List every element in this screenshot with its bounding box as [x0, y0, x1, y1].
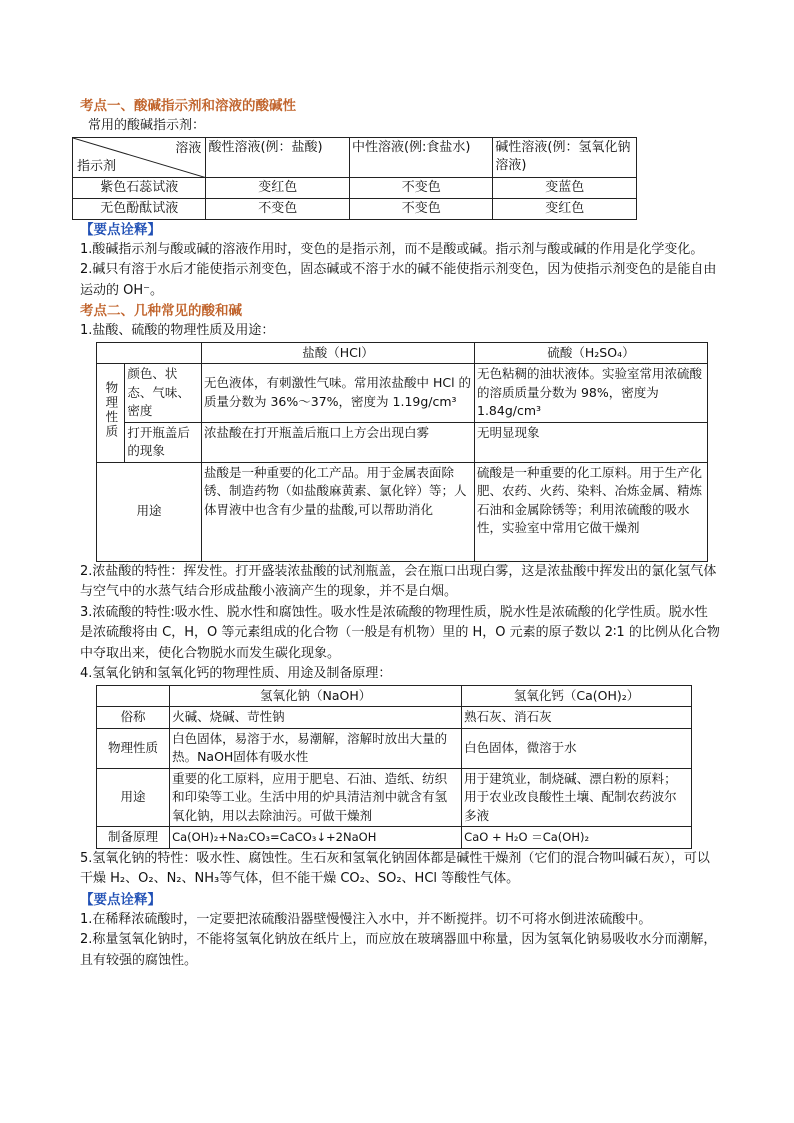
key-points-label-1: 【要点诠释】	[80, 221, 161, 238]
physical-property-group: 物理性质	[97, 364, 125, 463]
indicator-table	[72, 137, 637, 220]
header-base: 碱性溶液(例：氢氧化钠溶液)	[493, 137, 637, 177]
row-label: 制备原理	[97, 827, 170, 849]
indicator-name: 紫色石蕊试液	[73, 177, 206, 198]
table-row	[97, 728, 692, 768]
hcl-uses: 盐酸是一种重要的化工产品。用于金属表面除锈、制造药物（如盐酸麻黄素、氯化锌）等；人体胃液中也含有少量的盐酸,可以帮助消化	[202, 462, 475, 561]
table-row	[73, 177, 637, 198]
hcl-appearance: 无色液体，有刺激性气味。常用浓盐酸中 HCl 的质量分数为 36%～37%，密度为 1.19g/cm³	[202, 364, 475, 423]
page-content	[77, 96, 720, 971]
header-neutral: 中性溶液(例:食盐水)	[349, 137, 492, 177]
table-row	[97, 707, 692, 729]
table-row	[73, 198, 637, 219]
row-label-appearance: 颜色、状态、气味、密度	[125, 364, 202, 423]
paragraph-3: 3.浓硫酸的特性:吸水性、脱水性和腐蚀性。吸水性是浓硫酸的物理性质，脱水性是浓硫酸的化学性质。脱水性是浓硫酸将由 C，H，O 等元素组成的化合物（一般是有机物）里的 H，O 元素的原子数以 2∶1 的比例从化合物中夺取出来，使化合物脱水而发生碳化现象。	[80, 604, 720, 661]
key-note-1: 1.酸碱指示剂与酸或碱的溶液作用时，变色的是指示剂，而不是酸或碱。指示剂与酸或碱的作用是化学变化。	[80, 241, 704, 257]
corner-cell	[73, 137, 206, 177]
paragraph-5: 5.氢氧化钠的特性：吸水性、腐蚀性。生石灰和氢氧化钠固体都是碱性干燥剂（它们的混合物叫碱石灰），可以干燥 H₂、O₂、N₂、NH₃等气体，但不能干燥 CO₂、SO₂、HCl 等酸性气体。	[80, 850, 710, 886]
table-row	[97, 768, 692, 827]
naoh-cell: 重要的化工原料，应用于肥皂、石油、造纸、纺织和印染等工业。生活中用的炉具清洁剂中就含有氢氧化钠，用以去除油污。可做干燥剂	[170, 768, 462, 827]
h2so4-appearance: 无色粘稠的油状液体。实验室常用浓硫酸的溶质质量分数为 98%，密度为 1.84g/cm³	[475, 364, 708, 423]
naoh-cell: Ca(OH)₂+Na₂CO₃=CaCO₃↓+2NaOH	[170, 827, 462, 849]
header-caoh: 氢氧化钙（Ca(OH)₂）	[462, 685, 692, 707]
paragraph-4: 4.氢氧化钠和氢氧化钙的物理性质、用途及制备原理：	[80, 666, 392, 681]
paragraph-2: 2.浓盐酸的特性：挥发性。打开盛装浓盐酸的试剂瓶盖，会在瓶口出现白雾，这是浓盐酸中挥发出的氯化氢气体与空气中的水蒸气结合形成盐酸小液滴产生的现象，并不是白烟。	[80, 563, 717, 599]
indicator-intro: 常用的酸碱指示剂：	[88, 118, 206, 133]
table-row	[97, 827, 692, 849]
table-cell: 变红色	[206, 177, 350, 198]
table-cell: 不变色	[349, 198, 492, 219]
header-naoh: 氢氧化钠（NaOH）	[170, 685, 462, 707]
header-hcl: 盐酸（HCl）	[202, 342, 475, 364]
row-label: 俗称	[97, 707, 170, 729]
hcl-open-cap: 浓盐酸在打开瓶盖后瓶口上方会出现白雾	[202, 422, 475, 462]
table-cell: 变红色	[493, 198, 637, 219]
table-cell: 不变色	[349, 177, 492, 198]
row-label: 用途	[97, 768, 170, 827]
corner-bottom-label: 指示剂	[77, 158, 117, 174]
caoh-cell: 熟石灰、消石灰	[462, 707, 692, 729]
acid-table	[96, 342, 708, 562]
indicator-name: 无色酚酞试液	[73, 198, 206, 219]
header-h2so4: 硫酸（H₂SO₄）	[475, 342, 708, 364]
h2so4-open-cap: 无明显现象	[475, 422, 708, 462]
section-title-2: 考点二、几种常见的酸和碱	[80, 303, 242, 319]
naoh-cell: 火碱、烧碱、苛性钠	[170, 707, 462, 729]
header-acid: 酸性溶液(例：盐酸)	[206, 137, 350, 177]
table-cell: 不变色	[206, 198, 350, 219]
caoh-cell: CaO + H₂O ＝Ca(OH)₂	[462, 827, 692, 849]
row-label-uses: 用途	[97, 462, 202, 561]
key-note-3: 1.在稀释浓硫酸时，一定要把浓硫酸沿器壁慢慢注入水中，并不断搅拌。切不可将水倒进浓硫酸中。	[80, 911, 652, 927]
paragraph-1: 1.盐酸、硫酸的物理性质及用途：	[80, 323, 275, 338]
key-note-4: 2.称量氢氧化钠时，不能将氢氧化钠放在纸片上，而应放在玻璃器皿中称量，因为氢氧化钠易吸收水分而潮解，且有较强的腐蚀性。	[80, 932, 717, 968]
corner-top-label: 溶液	[175, 140, 202, 156]
row-label: 物理性质	[97, 728, 170, 768]
base-table	[96, 685, 692, 849]
table-cell: 变蓝色	[493, 177, 637, 198]
row-label-open-cap: 打开瓶盖后的现象	[125, 422, 202, 462]
caoh-cell: 白色固体，微溶于水	[462, 728, 692, 768]
h2so4-uses: 硫酸是一种重要的化工原料。用于生产化肥、农药、火药、染料、冶炼金属、精炼石油和金属除锈等；利用浓硫酸的吸水性，实验室中常用它做干燥剂	[475, 462, 708, 561]
key-points-label-2: 【要点诠释】	[80, 891, 161, 908]
naoh-cell: 白色固体，易溶于水，易潮解，溶解时放出大量的热。NaOH固体有吸水性	[170, 728, 462, 768]
caoh-cell: 用于建筑业，制烧碱、漂白粉的原料；用于农业改良酸性土壤、配制农药波尔多液	[462, 768, 692, 827]
key-note-2: 2.碱只有溶于水后才能使指示剂变色，固态碱或不溶于水的碱不能使指示剂变色，因为使指示剂变色的是能自由运动的 OH⁻。	[80, 262, 717, 298]
section-title-1: 考点一、酸碱指示剂和溶液的酸碱性	[80, 98, 296, 114]
